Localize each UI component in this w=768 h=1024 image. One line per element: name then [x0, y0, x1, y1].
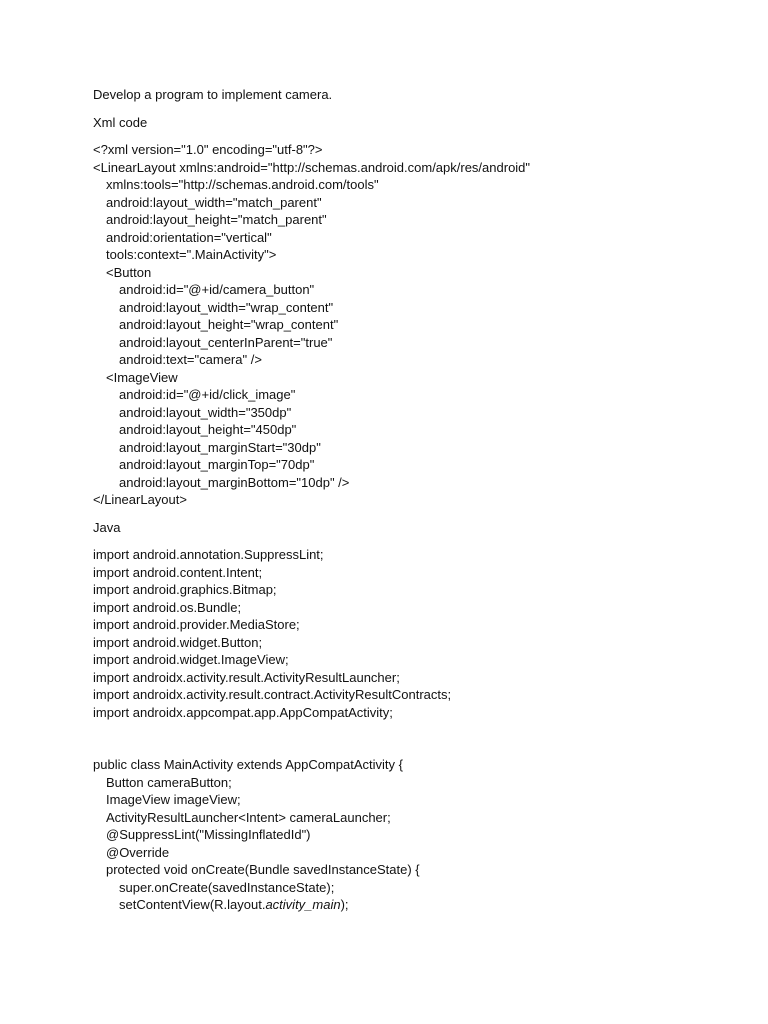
code-line: android:layout_width="wrap_content" — [119, 299, 334, 315]
code-line: import android.provider.MediaStore; — [93, 617, 300, 632]
code-line: <LinearLayout xmlns:android="http://schemas.android.com/apk/res/android" — [93, 159, 531, 175]
code-line: import androidx.activity.result.ActivityResultLauncher; — [93, 669, 400, 685]
code-line: <Button — [106, 264, 152, 280]
code-line: android:layout_marginStart="30dp" — [119, 439, 321, 455]
code-line: public class MainActivity extends AppCompatActivity { — [93, 757, 403, 772]
java-section-label: Java — [93, 519, 121, 535]
code-line: import android.annotation.SuppressLint; — [93, 547, 324, 562]
code-line: android:layout_marginTop="70dp" — [119, 457, 315, 472]
code-line: @SuppressLint("MissingInflatedId") — [106, 827, 311, 842]
code-line: android:layout_height="450dp" — [119, 422, 297, 437]
code-line: import androidx.activity.result.contract.ActivityResultContracts; — [93, 687, 452, 702]
code-line: @Override — [106, 844, 170, 860]
code-line: android:orientation="vertical" — [106, 229, 272, 245]
code-line: import android.widget.ImageView; — [93, 652, 289, 667]
code-line: import androidx.appcompat.app.AppCompatActivity; — [93, 704, 393, 720]
code-line: import android.graphics.Bitmap; — [93, 582, 277, 597]
code-line: import android.content.Intent; — [93, 564, 263, 580]
code-line: <ImageView — [106, 369, 178, 385]
document-page — [93, 86, 733, 914]
code-line: import android.widget.Button; — [93, 634, 263, 650]
code-line: ActivityResultLauncher<Intent> cameraLauncher; — [106, 809, 391, 825]
code-line: android:id="@+id/click_image" — [119, 387, 296, 402]
code-line — [93, 896, 733, 914]
xml-code-block — [93, 141, 733, 509]
java-class-block — [93, 756, 733, 914]
code-line: android:id="@+id/camera_button" — [119, 282, 315, 297]
set-content-prefix: setContentView(R.layout. — [119, 897, 266, 912]
set-content-suffix: ); — [340, 897, 349, 912]
code-line: android:layout_width="350dp" — [119, 404, 292, 420]
code-line: </LinearLayout> — [93, 492, 187, 507]
code-line: protected void onCreate(Bundle savedInstanceState) { — [106, 862, 420, 877]
xml-section-label: Xml code — [93, 114, 148, 130]
code-line: Button cameraButton; — [106, 774, 232, 790]
code-line: tools:context=".MainActivity"> — [106, 247, 277, 262]
code-line: android:layout_height="wrap_content" — [119, 317, 339, 332]
java-imports-block — [93, 546, 733, 721]
code-line: android:layout_centerInParent="true" — [119, 334, 333, 350]
code-line: android:layout_height="match_parent" — [106, 212, 327, 227]
page-heading: Develop a program to implement camera. — [93, 87, 333, 102]
code-line: android:layout_marginBottom="10dp" /> — [119, 474, 350, 490]
code-line: xmlns:tools="http://schemas.android.com/tools" — [106, 177, 379, 192]
code-line: android:layout_width="match_parent" — [106, 194, 322, 210]
code-line: android:text="camera" /> — [119, 352, 262, 367]
set-content-layout-name: activity_main — [265, 897, 341, 912]
code-line: <?xml version="1.0" encoding="utf-8"?> — [93, 142, 323, 157]
code-line: import android.os.Bundle; — [93, 599, 242, 615]
code-line: super.onCreate(savedInstanceState); — [119, 879, 335, 895]
code-line: ImageView imageView; — [106, 792, 241, 807]
